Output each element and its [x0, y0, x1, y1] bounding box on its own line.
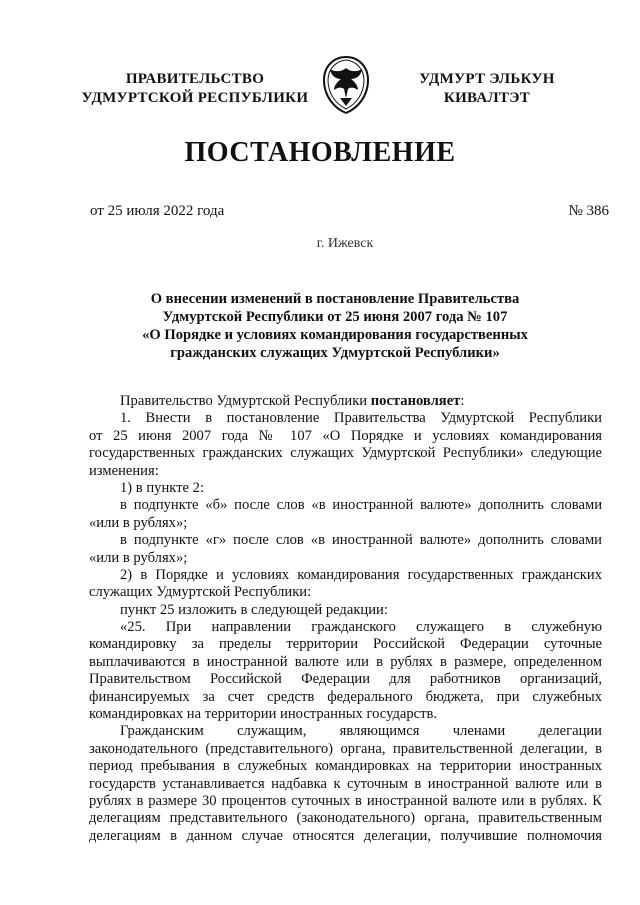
- body-line: служащих Удмуртской Республики:: [89, 584, 312, 601]
- subject-line: О внесении изменений в постановление Правительства: [150, 291, 520, 307]
- body-line: делегациям в данном случае относятся делегации, получившие полномочия: [89, 827, 602, 844]
- header-right-line1: УДМУРТ ЭЛЬКУН: [419, 71, 555, 87]
- subject-line: гражданских служащих Удмуртской Республики»: [170, 345, 500, 361]
- document-number: № 386: [568, 203, 609, 219]
- body-line: делегациям представительного (законодательного) органа, правительственным: [89, 810, 602, 827]
- preamble-colon: :: [460, 393, 465, 409]
- document-city: г. Ижевск: [316, 236, 374, 251]
- body-line: 2) в Порядке и условиях командирования государственных гражданских: [120, 566, 602, 583]
- body-line: выплачиваются в иностранной валюте или в рублях в размере, определенном: [89, 653, 602, 670]
- body-line: в подпункте «б» после слов «в иностранной валюте» дополнить словами: [120, 497, 602, 514]
- body-line: изменения:: [89, 462, 159, 479]
- body-line: в подпункте «г» после слов «в иностранной валюте» дополнить словами: [120, 532, 602, 549]
- body-line: государств устанавливается надбавка к суточным в иностранной валюте или в: [89, 775, 602, 792]
- body-line: от 25 июня 2007 года № 107 «О Порядке и условиях командирования: [89, 427, 602, 444]
- body-line: «или в рублях»;: [89, 514, 188, 531]
- body-line: Правительством Российской Федерации для работников организаций,: [89, 671, 602, 688]
- document-title: ПОСТАНОВЛЕНИЕ: [184, 137, 456, 168]
- body-line: 1) в пункте 2:: [120, 479, 205, 496]
- government-header-udm: [392, 70, 582, 108]
- preamble-text: Правительство Удмуртской Республики: [120, 393, 371, 409]
- subject-line: Удмуртской Республики от 25 июня 2007 года № 107: [162, 309, 508, 325]
- body-line: период пребывания в служебных командировках на территории иностранных: [89, 758, 602, 775]
- government-header-ru: [70, 70, 320, 108]
- header-left-line1: ПРАВИТЕЛЬСТВО: [125, 71, 265, 87]
- body-line: рублях в размере 30 процентов суточных в иностранной валюте или в рублях. К: [89, 792, 602, 809]
- body-line: законодательного (представительного) органа, правительственной делегации, в: [89, 740, 602, 757]
- preamble-line: [89, 393, 602, 410]
- body-line: государственных гражданских служащих Удмуртской Республики» следующие: [89, 445, 602, 462]
- body-line: финансируемых за счет средств федерального бюджета, при служебных: [89, 688, 602, 705]
- preamble-bold-verb: постановляет: [370, 393, 461, 409]
- body-line: Гражданским служащим, являющимся членами делегации: [120, 723, 602, 740]
- udmurt-coat-of-arms-icon: [320, 54, 372, 116]
- body-line: командировках на территории иностранных государств.: [89, 706, 438, 723]
- document-date: от 25 июля 2022 года: [90, 203, 225, 219]
- header-right-line2: КИВАЛТЭТ: [443, 90, 531, 106]
- body-line: «или в рублях»;: [89, 549, 188, 566]
- document-body: [89, 393, 602, 845]
- subject-line: «О Порядке и условиях командирования государственных: [142, 327, 528, 343]
- body-line: 1. Внести в постановление Правительства Удмуртской Республики: [120, 410, 602, 427]
- body-line: пункт 25 изложить в следующей редакции:: [120, 601, 388, 618]
- body-line: командировку за пределы территории Российской Федерации суточные: [89, 636, 602, 653]
- header-left-line2: УДМУРТСКОЙ РЕСПУБЛИКИ: [81, 90, 309, 106]
- document-subject: [110, 290, 560, 362]
- body-line: «25. При направлении гражданского служащего в служебную: [120, 619, 602, 636]
